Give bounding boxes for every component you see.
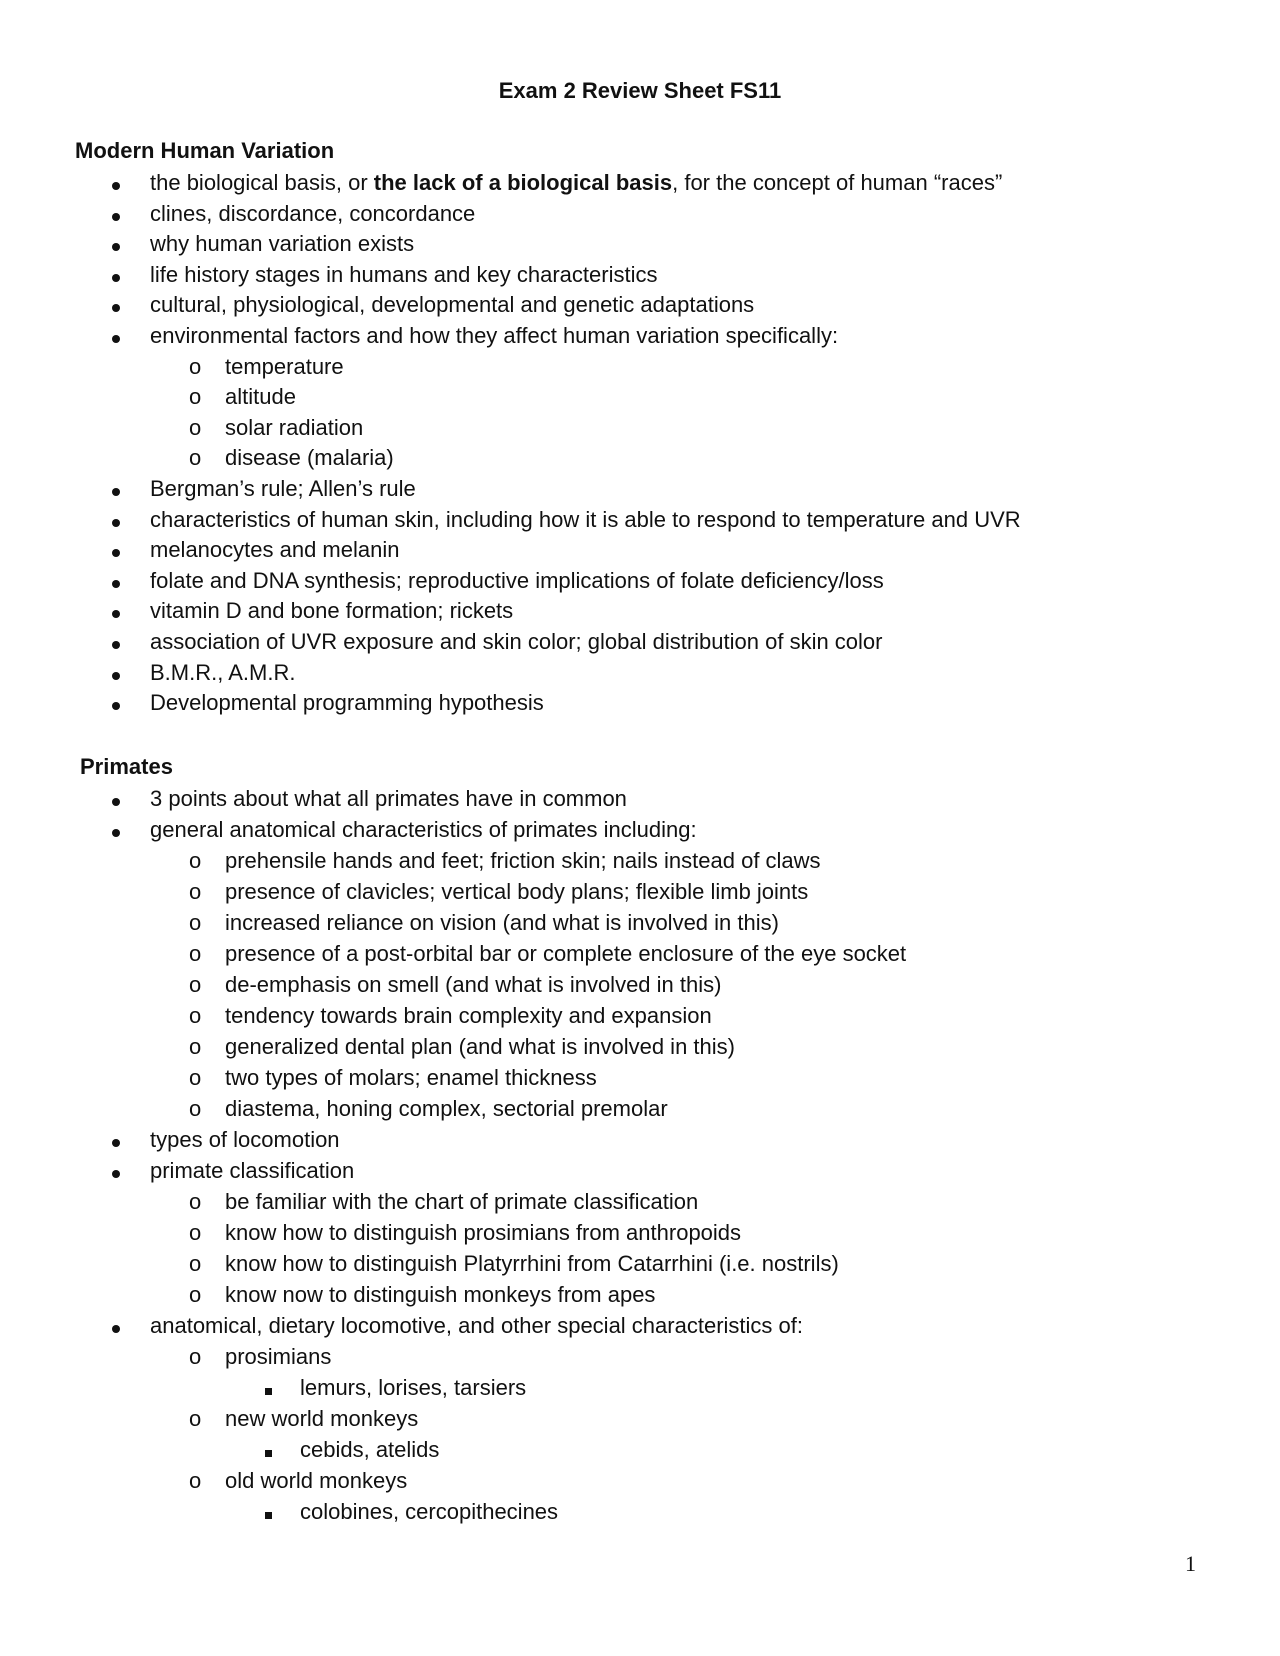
list-item-text: characteristics of human skin, including how it is able to respond to temperature and UVR bbox=[150, 506, 1021, 532]
list-item-text: know how to distinguish prosimians from anthropoids bbox=[225, 1220, 742, 1245]
list-item bbox=[0, 566, 1280, 597]
list-item bbox=[0, 908, 1280, 939]
list-item bbox=[0, 970, 1280, 1001]
bullet-icon bbox=[112, 596, 120, 626]
list-item bbox=[0, 1280, 1280, 1311]
list-item bbox=[0, 688, 1280, 719]
circle-bullet-icon: o bbox=[189, 1251, 202, 1276]
circle-bullet-icon: o bbox=[189, 1344, 202, 1369]
list-item bbox=[0, 784, 1280, 815]
bullet-icon bbox=[112, 627, 120, 657]
bullet-icon bbox=[112, 658, 120, 688]
list-item-text: Developmental programming hypothesis bbox=[150, 690, 544, 716]
list-item-text: life history stages in humans and key characteristics bbox=[150, 261, 658, 287]
bullet-icon bbox=[112, 784, 120, 814]
list-item-text: Bergman’s rule; Allen’s rule bbox=[150, 475, 416, 501]
list-item bbox=[0, 1063, 1280, 1094]
bullet-icon bbox=[112, 199, 120, 229]
circle-bullet-icon: o bbox=[189, 1003, 202, 1028]
list-item bbox=[0, 877, 1280, 908]
bullet-icon bbox=[112, 474, 120, 504]
list-item-text-part: , for the concept of human “races” bbox=[672, 170, 1003, 195]
list-item bbox=[0, 815, 1280, 846]
list-item bbox=[0, 1094, 1280, 1125]
bullet-icon bbox=[112, 229, 120, 259]
circle-bullet-icon: o bbox=[189, 972, 202, 997]
list-item-text: cebids, atelids bbox=[300, 1437, 440, 1462]
list-item-text: generalized dental plan (and what is involved in this) bbox=[225, 1034, 735, 1059]
circle-bullet-icon: o bbox=[189, 414, 202, 440]
list-item-text: melanocytes and melanin bbox=[150, 537, 400, 563]
list-item bbox=[0, 1001, 1280, 1032]
list-item-text: prehensile hands and feet; friction skin; nails instead of claws bbox=[225, 848, 821, 873]
page-number: 1 bbox=[1185, 1551, 1196, 1576]
list-item bbox=[0, 382, 1280, 413]
list-item bbox=[0, 846, 1280, 877]
list-item bbox=[0, 1249, 1280, 1280]
list-item-text: disease (malaria) bbox=[225, 445, 394, 471]
list-item bbox=[0, 1156, 1280, 1187]
list-item-text: vitamin D and bone formation; rickets bbox=[150, 598, 514, 624]
list-item bbox=[0, 1032, 1280, 1063]
circle-bullet-icon: o bbox=[189, 910, 202, 935]
list-item bbox=[0, 290, 1280, 321]
circle-bullet-icon: o bbox=[189, 1096, 202, 1121]
circle-bullet-icon: o bbox=[189, 384, 202, 410]
section-heading-modern-human-variation: Modern Human Variation bbox=[75, 138, 335, 163]
list-item-text: tendency towards brain complexity and expansion bbox=[225, 1003, 712, 1028]
list-item bbox=[0, 168, 1280, 199]
list-item bbox=[0, 1342, 1280, 1373]
list-item bbox=[0, 352, 1280, 383]
bullet-icon bbox=[112, 505, 120, 535]
bullet-icon bbox=[112, 535, 120, 565]
list-item-text: two types of molars; enamel thickness bbox=[225, 1065, 597, 1090]
circle-bullet-icon: o bbox=[189, 879, 202, 904]
list-item-text: 3 points about what all primates have in common bbox=[150, 786, 627, 811]
list-item bbox=[0, 535, 1280, 566]
list-item-text: know how to distinguish Platyrrhini from Catarrhini (i.e. nostrils) bbox=[225, 1251, 839, 1276]
section-heading-primates: Primates bbox=[80, 754, 173, 779]
bullet-icon bbox=[112, 290, 120, 320]
list-item-text: presence of a post-orbital bar or complete enclosure of the eye socket bbox=[225, 941, 907, 966]
list-item-text: presence of clavicles; vertical body plans; flexible limb joints bbox=[225, 879, 809, 904]
list-item-text: why human variation exists bbox=[150, 231, 415, 257]
bullet-icon bbox=[112, 1156, 120, 1186]
list-item-text: anatomical, dietary locomotive, and other special characteristics of: bbox=[150, 1313, 803, 1338]
list-item bbox=[0, 1373, 1280, 1404]
circle-bullet-icon: o bbox=[189, 1220, 202, 1245]
list-item bbox=[0, 229, 1280, 260]
list-item-text: be familiar with the chart of primate classification bbox=[225, 1189, 699, 1214]
list-item bbox=[0, 474, 1280, 505]
list-item bbox=[0, 1497, 1280, 1528]
list-item-text: altitude bbox=[225, 384, 296, 410]
list-item-text: old world monkeys bbox=[225, 1468, 408, 1493]
list-item-text: general anatomical characteristics of primates including: bbox=[150, 817, 697, 842]
bullet-icon bbox=[112, 815, 120, 845]
circle-bullet-icon: o bbox=[189, 1065, 202, 1090]
bullet-icon bbox=[112, 566, 120, 596]
list-item-text: temperature bbox=[225, 353, 344, 379]
circle-bullet-icon: o bbox=[189, 1282, 202, 1307]
list-item bbox=[0, 627, 1280, 658]
bullet-icon bbox=[112, 688, 120, 718]
list-item bbox=[0, 658, 1280, 689]
bullet-icon bbox=[112, 1311, 120, 1341]
list-item-text: lemurs, lorises, tarsiers bbox=[300, 1375, 527, 1400]
list-item bbox=[0, 505, 1280, 536]
list-item bbox=[0, 1218, 1280, 1249]
bullet-icon bbox=[112, 1125, 120, 1155]
list-item-text: folate and DNA synthesis; reproductive implications of folate deficiency/loss bbox=[150, 567, 884, 593]
circle-bullet-icon: o bbox=[189, 1406, 202, 1431]
list-item-text bbox=[150, 168, 1002, 198]
list-item bbox=[0, 939, 1280, 970]
list-item-text: association of UVR exposure and skin color; global distribution of skin color bbox=[150, 628, 883, 654]
list-item-text: colobines, cercopithecines bbox=[300, 1499, 559, 1524]
list-item bbox=[0, 199, 1280, 230]
list-item bbox=[0, 1125, 1280, 1156]
document-title: Exam 2 Review Sheet FS11 bbox=[498, 78, 782, 103]
list-item bbox=[0, 596, 1280, 627]
list-item-text: types of locomotion bbox=[150, 1127, 340, 1152]
list-item bbox=[0, 260, 1280, 291]
list-item bbox=[0, 1435, 1280, 1466]
square-bullet-icon bbox=[265, 1373, 272, 1403]
list-item bbox=[0, 1404, 1280, 1435]
modern-human-variation-list bbox=[0, 168, 1280, 719]
circle-bullet-icon: o bbox=[189, 353, 202, 379]
circle-bullet-icon: o bbox=[189, 445, 202, 471]
bullet-icon bbox=[112, 260, 120, 290]
list-item-text: know now to distinguish monkeys from apes bbox=[225, 1282, 656, 1307]
list-item-text: clines, discordance, concordance bbox=[150, 200, 476, 226]
square-bullet-icon bbox=[265, 1435, 272, 1465]
circle-bullet-icon: o bbox=[189, 1468, 202, 1493]
emphasized-text: the lack of a biological basis bbox=[373, 170, 673, 195]
list-item-text: increased reliance on vision (and what is involved in this) bbox=[225, 910, 779, 935]
bullet-icon bbox=[112, 321, 120, 351]
list-item bbox=[0, 1187, 1280, 1218]
list-item-text: environmental factors and how they affect human variation specifically: bbox=[150, 322, 839, 348]
list-item bbox=[0, 443, 1280, 474]
list-item-text: solar radiation bbox=[225, 414, 364, 440]
list-item-text: primate classification bbox=[150, 1158, 355, 1183]
bullet-icon bbox=[112, 168, 120, 198]
list-item-text: B.M.R., A.M.R. bbox=[150, 659, 296, 685]
square-bullet-icon bbox=[265, 1497, 272, 1527]
list-item-text: cultural, physiological, developmental and genetic adaptations bbox=[150, 292, 755, 318]
list-item bbox=[0, 413, 1280, 444]
list-item-text: new world monkeys bbox=[225, 1406, 419, 1431]
circle-bullet-icon: o bbox=[189, 1034, 202, 1059]
circle-bullet-icon: o bbox=[189, 941, 202, 966]
list-item bbox=[0, 1466, 1280, 1497]
primates-list bbox=[0, 784, 1280, 1528]
list-item bbox=[0, 1311, 1280, 1342]
list-item-text: diastema, honing complex, sectorial premolar bbox=[225, 1096, 668, 1121]
circle-bullet-icon: o bbox=[189, 848, 202, 873]
list-item-text: prosimians bbox=[225, 1344, 332, 1369]
list-item-text-part: the biological basis, or bbox=[150, 170, 374, 195]
list-item-text: de-emphasis on smell (and what is involved in this) bbox=[225, 972, 722, 997]
list-item bbox=[0, 321, 1280, 352]
circle-bullet-icon: o bbox=[189, 1189, 202, 1214]
